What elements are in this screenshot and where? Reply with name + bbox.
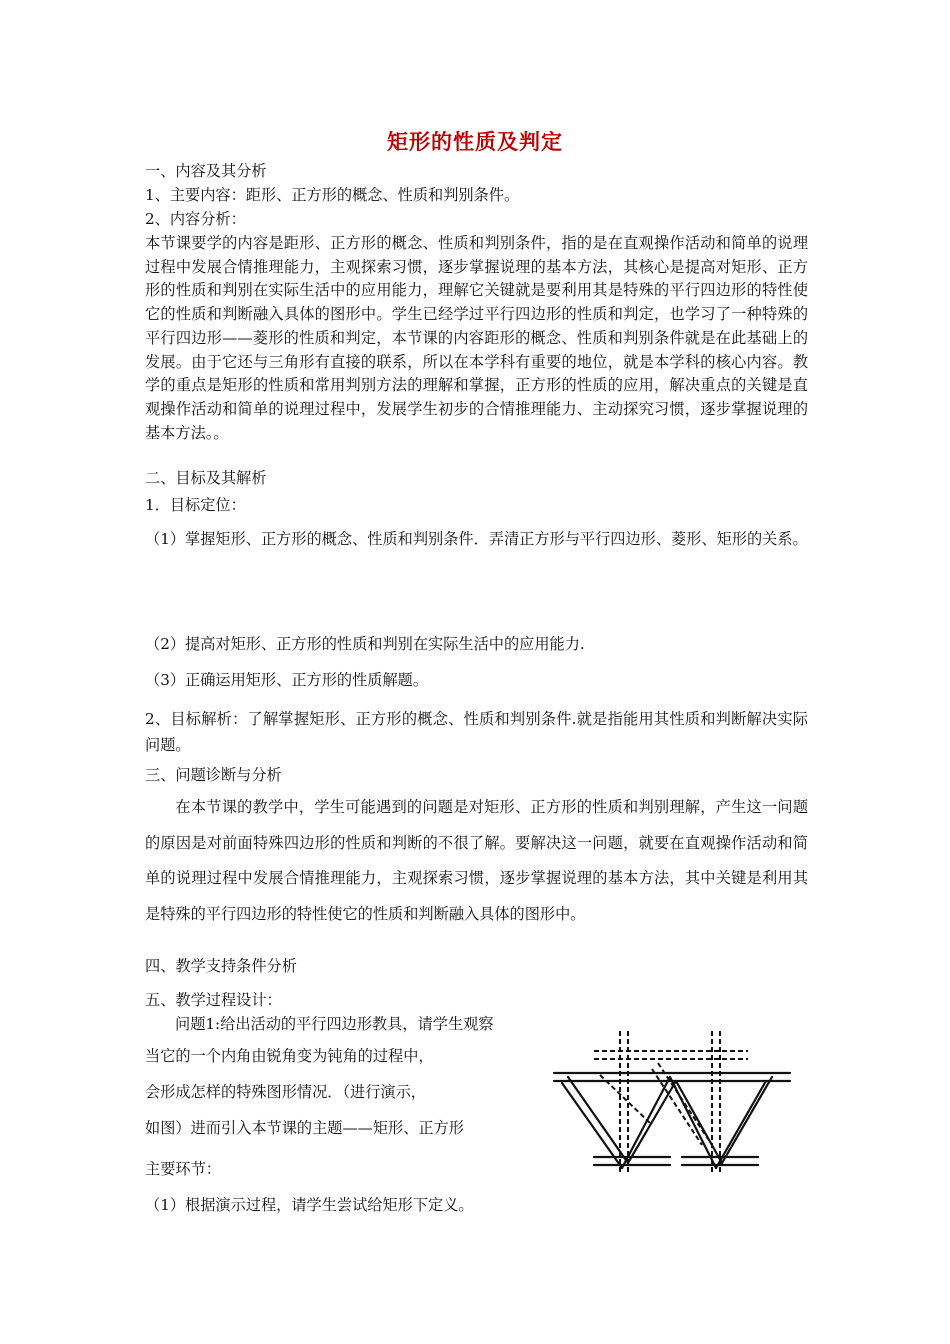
question-1-line-2: 当它的一个内角由锐角变为钝角的过程中， — [145, 1047, 434, 1065]
section-2-item-2: 2、目标解析：了解掌握矩形、正方形的概念、性质和判别条件.就是指能用其性质和判断解决实际问题。 — [145, 710, 808, 754]
section-2-item-1: 1．目标定位： — [145, 496, 246, 514]
section-1-paragraph: 本节课要学的内容是距形、正方形的概念、性质和判别条件，指的是在直观操作活动和简单的说理过程中发展合情推理能力，主观探索习惯，逐步掌握说理的基本方法，其核心是提高对矩形、正方形的性质和判别在实际生活中的应用能力，理解它关键就是要利用其是特殊的平行四边形的特性使它的性质和判断融入具体的图形中。学生已经学过平行四边形的性质和判定，也学习了一种特殊的平行四边形——菱形的性质和判定，本节课的内容距形的概念、性质和判别条件就是在此基础上的发展。由于它还与三角形有直接的联系，所以在本学科有重要的地位，就是本学科的核心内容。教学的重点是矩形的性质和常用判别方法的理解和掌握，正方形的性质的应用，解决重点的关键是直观操作活动和简单的说理过程中，发展学生初步的合情推理能力、主动探究习惯，逐步掌握说理的基本方法。。 — [145, 234, 808, 442]
page-title: 矩形的性质及判定 — [387, 130, 563, 154]
main-steps-label: 主要环节： — [145, 1160, 221, 1178]
parallelogram-demo-figure — [552, 1023, 792, 1178]
section-1-item-1: 1、主要内容：距形、正方形的概念、性质和判别条件。 — [145, 186, 520, 204]
goal-2: （2）提高对矩形、正方形的性质和判别在实际生活中的应用能力. — [145, 635, 585, 653]
question-1-line-4: 如图）进而引入本节课的主题——矩形、正方形 — [145, 1119, 464, 1137]
section-2-heading: 二、目标及其解析 — [145, 469, 267, 487]
section-1-heading: 一、内容及其分析 — [145, 162, 267, 180]
goal-1: （1）掌握矩形、正方形的概念、性质和判别条件．弄清正方形与平行四边形、菱形、矩形的关系。 — [145, 530, 808, 548]
step-1: （1）根据演示过程，请学生尝试给矩形下定义。 — [145, 1196, 474, 1214]
goal-3: （3）正确运用矩形、正方形的性质解题。 — [145, 671, 429, 689]
question-1: 问题1:给出活动的平行四边形教具，请学生观察 — [175, 1015, 494, 1033]
section-3-paragraph: 在本节课的教学中，学生可能遇到的问题是对矩形、正方形的性质和判别理解，产生这一问题的原因是对前面特殊四边形的性质和判断的不很了解。要解决这一问题，就要在直观操作活动和简单的说理过程中发展合情推理能力，主观探索习惯，逐步掌握说理的基本方法，其中关键是利用其是特殊的平行四边形的特性使它的性质和判断融入具体的图形中。 — [145, 798, 808, 923]
section-4-heading: 四、教学支持条件分析 — [145, 957, 297, 975]
question-1-line-3: 会形成怎样的特殊图形情况．（进行演示， — [145, 1083, 426, 1101]
section-1-item-2: 2、内容分析： — [145, 210, 246, 228]
section-5-heading: 五、教学过程设计： — [145, 991, 282, 1009]
section-3-heading: 三、问题诊断与分析 — [145, 766, 282, 784]
